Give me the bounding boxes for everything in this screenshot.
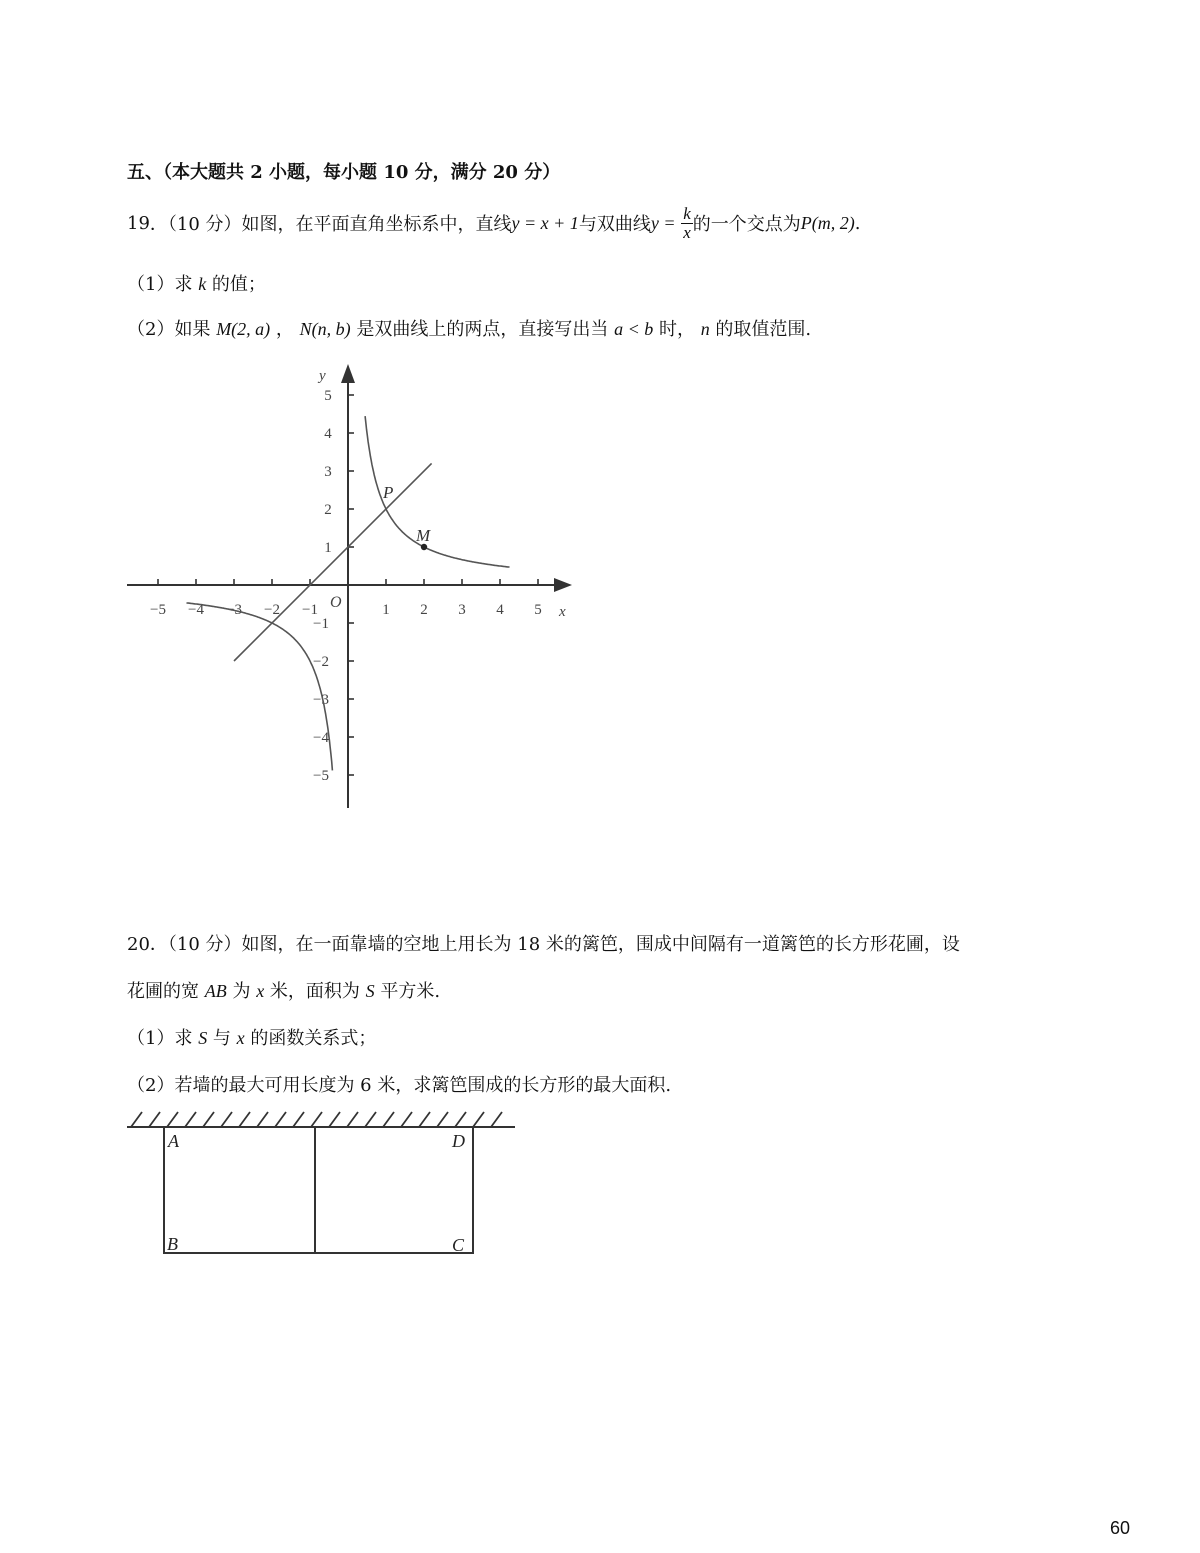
q19-part2-suffix: 的取值范围. <box>709 319 812 340</box>
q19-text-d: . <box>854 212 861 234</box>
q19-part1-suffix: 的值； <box>206 274 266 295</box>
q19-part2-prefix: （2）如果 <box>127 319 217 340</box>
y-axis-label: y <box>319 368 326 384</box>
q20-part1-s: S <box>198 1028 208 1048</box>
y-tick-label: 2 <box>324 502 332 518</box>
y-tick-label: 1 <box>324 540 332 556</box>
y-tick-label: 3 <box>324 464 332 480</box>
wall-hatch-stroke <box>329 1112 340 1127</box>
q20-s: S <box>365 981 375 1001</box>
y-tick-label: 4 <box>324 426 332 442</box>
vertex-c-label: C <box>452 1235 465 1255</box>
wall-hatch-stroke <box>365 1112 376 1127</box>
x-axis-label: x <box>559 604 566 620</box>
q20-text-b1: 花圃的宽 <box>127 981 205 1002</box>
q20-text-b3: 米，面积为 <box>264 981 366 1002</box>
q19-part2-mid2: 时， <box>653 319 701 340</box>
wall-hatch-stroke <box>401 1112 412 1127</box>
wall-hatch-stroke <box>437 1112 448 1127</box>
q20-text-b4: 平方米. <box>374 981 441 1002</box>
page-number: 60 <box>1109 1518 1130 1538</box>
wall-hatch-stroke <box>473 1112 484 1127</box>
wall-hatching <box>131 1112 502 1127</box>
wall-hatch-stroke <box>185 1112 196 1127</box>
section-heading: 五、（本大题共 2 小题，每小题 10 分，满分 20 分） <box>127 162 561 183</box>
y-tick-label: −1 <box>313 616 329 632</box>
q19-fraction-denominator: x <box>683 222 691 242</box>
q19-text-a: 如图，在平面直角坐标系中，直线 <box>241 214 512 235</box>
wall-hatch-stroke <box>311 1112 322 1127</box>
x-tick-label: −1 <box>302 602 318 618</box>
x-tick-label: −2 <box>264 602 280 618</box>
q19-point-p: P(m, 2) <box>800 212 855 233</box>
wall-hatch-stroke <box>257 1112 268 1127</box>
point-m-label: M <box>416 526 431 545</box>
x-tick-label: −4 <box>188 602 204 618</box>
wall-hatch-stroke <box>275 1112 286 1127</box>
vertex-b-label: B <box>167 1234 178 1254</box>
y-tick-label: 5 <box>324 388 332 404</box>
q20-part1-x: x <box>236 1028 245 1048</box>
q19-text-b: 与双曲线 <box>578 214 651 235</box>
q20-x: x <box>256 981 265 1001</box>
q20-part1-suffix: 的函数关系式； <box>244 1028 377 1049</box>
point-p-label: P <box>383 483 394 502</box>
vertex-d-label: D <box>452 1131 465 1151</box>
q19-part1-prefix: （1）求 <box>127 274 199 295</box>
q20-part2: （2）若墙的最大可用长度为 6 米，求篱笆围成的长方形的最大面积. <box>127 1075 672 1096</box>
q20-text-b2: 为 <box>226 981 257 1002</box>
wall-hatch-stroke <box>293 1112 304 1127</box>
q20-ab: AB <box>204 981 227 1001</box>
x-tick-label: 5 <box>534 602 542 618</box>
q19-part2-sep: ， <box>270 319 300 340</box>
wall-hatch-stroke <box>203 1112 214 1127</box>
vertex-a-label: A <box>168 1131 179 1151</box>
wall-hatch-stroke <box>347 1112 358 1127</box>
x-tick-label: 3 <box>458 602 466 618</box>
x-tick-label: −5 <box>150 602 166 618</box>
wall-hatch-stroke <box>419 1112 430 1127</box>
wall-hatch-stroke <box>239 1112 250 1127</box>
y-tick-label: −2 <box>313 654 329 670</box>
q19-fraction-numerator: k <box>683 203 691 223</box>
q19-number: 19 <box>127 212 150 234</box>
q20-number: 20 <box>127 934 150 955</box>
q20-part1-mid: 与 <box>207 1028 237 1049</box>
wall-hatch-stroke <box>149 1112 160 1127</box>
q19-part2-m-point: M(2, a) <box>216 319 271 339</box>
x-tick-label: 2 <box>420 602 428 618</box>
x-tick-label: −3 <box>226 602 242 618</box>
y-tick-label: −3 <box>313 692 329 708</box>
q19-text-c: 的一个交点为 <box>692 214 801 235</box>
q19-part1-var: k <box>198 274 207 294</box>
wall-hatch-stroke <box>383 1112 394 1127</box>
q20-part1-prefix: （1）求 <box>127 1028 199 1049</box>
q19-part2-mid: 是双曲线上的两点，直接写出当 <box>350 319 615 340</box>
wall-hatch-stroke <box>491 1112 502 1127</box>
wall-hatch-stroke <box>167 1112 178 1127</box>
wall-hatch-stroke <box>131 1112 142 1127</box>
x-tick-label: 4 <box>496 602 504 618</box>
q20-points: ．（10 分） <box>149 934 242 955</box>
wall-hatch-stroke <box>221 1112 232 1127</box>
garden-rectangle <box>164 1127 473 1253</box>
origin-label: O <box>330 594 342 611</box>
q20-text-a: 如图，在一面靠墙的空地上用长为 18 米的篱笆，围成中间隔有一道篱笆的长方形花圃，设 <box>241 934 960 955</box>
y-tick-label: −5 <box>313 768 329 784</box>
q19-points: ．（10 分） <box>149 214 242 235</box>
q19-part2-condition: a < b <box>614 319 654 339</box>
q19-line-equation: y = x + 1 <box>511 212 579 233</box>
q19-hyperbola-lhs: y = <box>650 212 676 233</box>
q19-part2-var: n <box>700 319 710 339</box>
y-tick-label: −4 <box>313 730 329 746</box>
q19-part2-n-point: N(n, b) <box>299 319 351 339</box>
wall-hatch-stroke <box>455 1112 466 1127</box>
x-tick-label: 1 <box>382 602 390 618</box>
